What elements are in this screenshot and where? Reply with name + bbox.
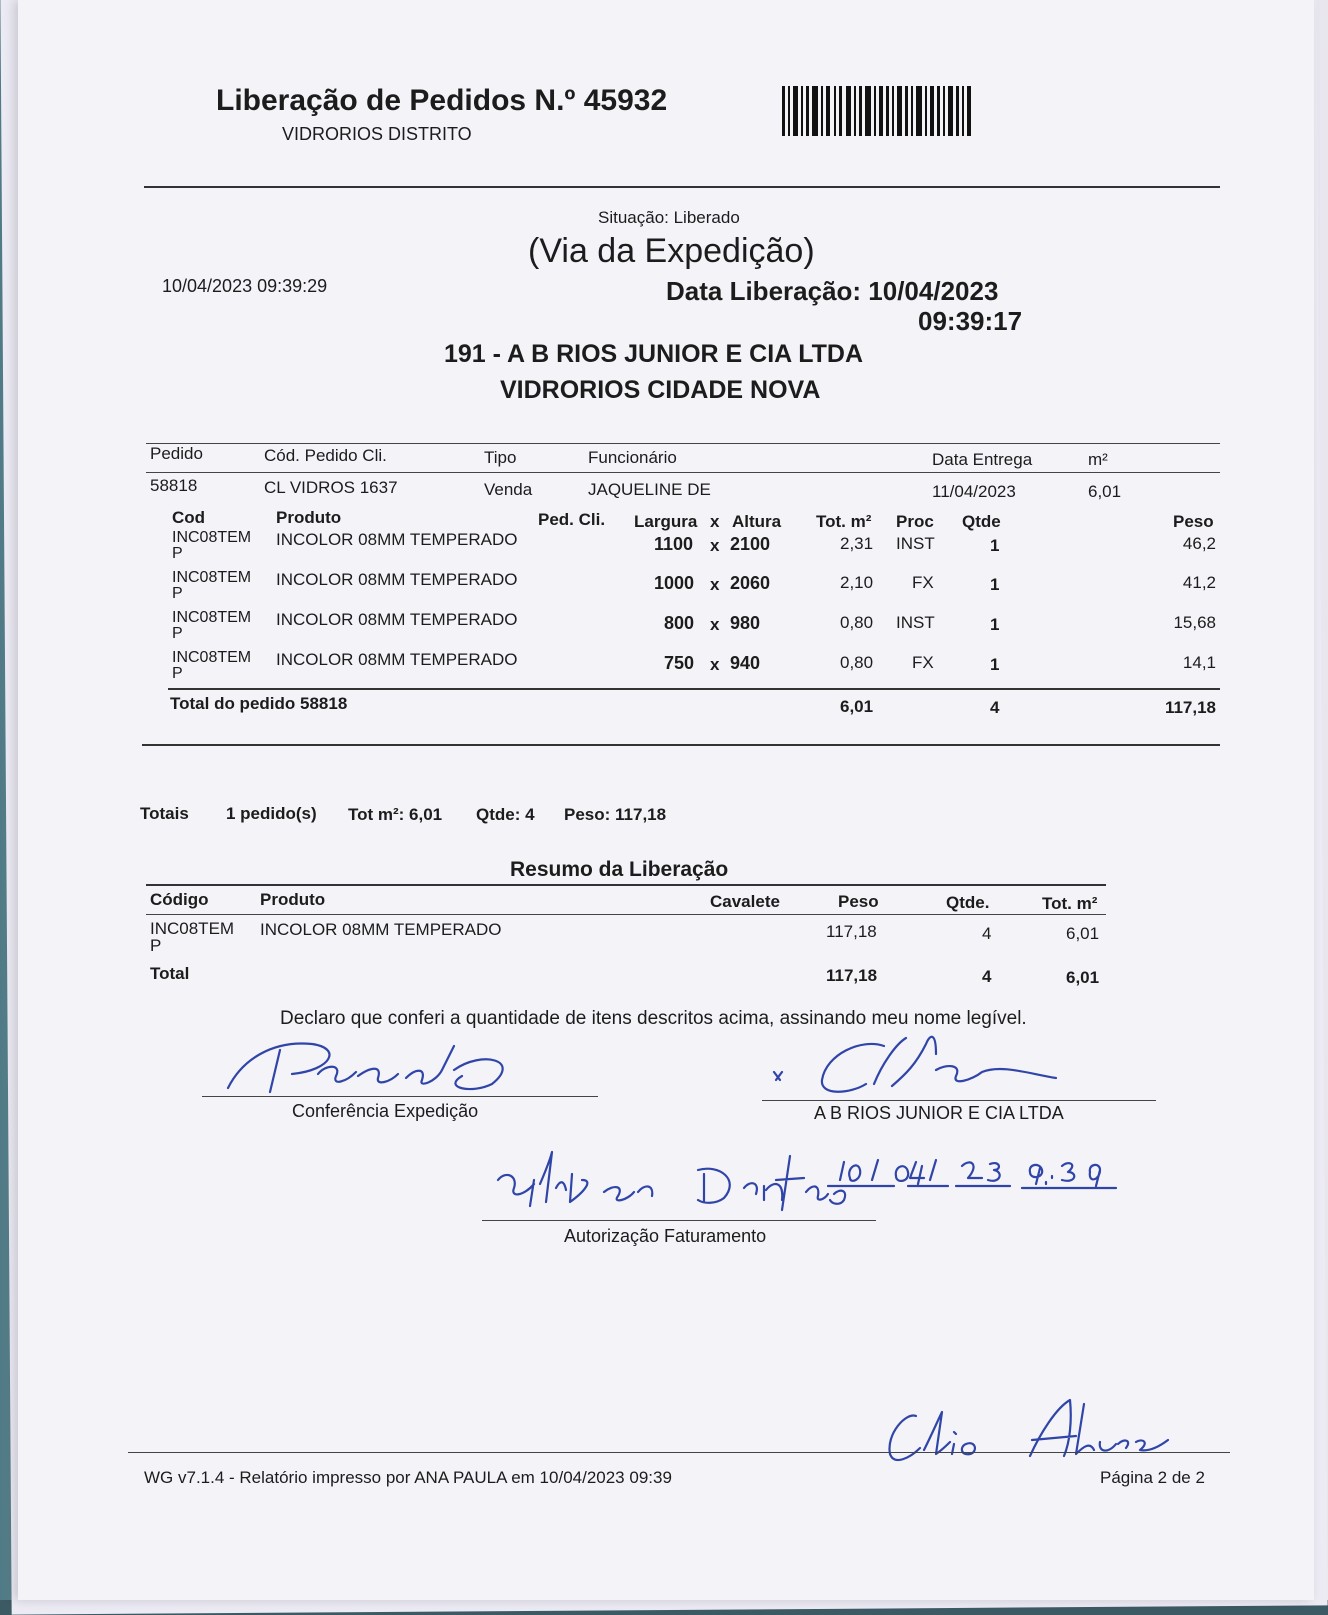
summary-total-m2: 6,01	[1066, 968, 1100, 987]
col-tot-m2: Tot. m²	[816, 512, 872, 531]
divider	[142, 744, 1220, 746]
barcode-icon	[782, 86, 972, 136]
print-timestamp: 10/04/2023 09:39:29	[162, 276, 328, 296]
order-delivery-date: 11/04/2023	[932, 482, 1016, 501]
status-text: Situação: Liberado	[598, 208, 740, 227]
item-proc: FX	[912, 653, 934, 672]
item-qtde: 1	[990, 655, 1000, 674]
item-proc: INST	[896, 613, 935, 632]
order-total-peso: 117,18	[1164, 698, 1216, 717]
item-qtde: 1	[990, 615, 1000, 634]
item-cod: INC08TEM	[172, 649, 252, 666]
signature-client	[766, 1024, 1066, 1104]
signature-label-conferencia: Conferência Expedição	[292, 1101, 479, 1121]
release-time: 09:39:17	[918, 306, 1023, 336]
client-name: 191 - A B RIOS JUNIOR E CIA LTDA	[444, 340, 864, 368]
summary-total-peso: 117,18	[826, 966, 878, 985]
item-altura: 940	[730, 653, 761, 673]
item-largura: 1100	[654, 534, 694, 554]
item-x: x	[710, 575, 720, 594]
summary-cod-cont: P	[150, 936, 162, 955]
col-cod-pedido-cli: Cód. Pedido Cli.	[264, 446, 387, 465]
item-qtde: 1	[990, 536, 1000, 555]
item-cod: INC08TEM	[172, 609, 252, 626]
order-type: Venda	[484, 480, 533, 499]
totals-peso: Peso: 117,18	[564, 805, 667, 824]
order-total-m2: 6,01	[840, 697, 874, 716]
document-title: Liberação de Pedidos N.º 45932	[216, 84, 668, 117]
item-tot-m2: 2,31	[840, 534, 874, 553]
document-page	[18, 0, 1314, 1600]
item-largura: 750	[664, 653, 695, 673]
item-peso: 46,2	[1182, 534, 1216, 553]
summary-col-tot-m2: Tot. m²	[1042, 894, 1098, 913]
item-peso: 15,68	[1173, 613, 1216, 632]
summary-col-qtde: Qtde.	[946, 893, 990, 912]
item-largura: 1000	[654, 573, 695, 593]
item-qtde: 1	[990, 575, 1000, 594]
order-total-label: Total do pedido 58818	[170, 694, 348, 713]
company-name: VIDRORIOS DISTRITO	[282, 124, 472, 144]
divider	[146, 472, 1220, 473]
summary-total-label: Total	[150, 964, 190, 983]
item-cod-cont: P	[172, 625, 183, 642]
handwritten-date	[824, 1150, 1124, 1200]
item-tot-m2: 2,10	[840, 573, 874, 592]
signature-label-client: A B RIOS JUNIOR E CIA LTDA	[814, 1103, 1064, 1123]
col-altura: Altura	[732, 512, 782, 531]
signature-bottom	[880, 1394, 1180, 1474]
summary-qtde: 4	[982, 924, 992, 943]
item-cod-cont: P	[172, 585, 183, 602]
totals-qtde: Qtde: 4	[476, 805, 535, 824]
summary-peso: 117,18	[826, 922, 877, 941]
col-peso: Peso	[1173, 512, 1214, 531]
signature-label-autorizacao: Autorização Faturamento	[564, 1226, 767, 1246]
item-produto: INCOLOR 08MM TEMPERADO	[276, 650, 518, 669]
order-total-qtde: 4	[990, 698, 1000, 717]
col-x: x	[710, 512, 720, 531]
col-m2: m²	[1088, 450, 1108, 469]
summary-title: Resumo da Liberação	[510, 858, 729, 881]
order-client-code: CL VIDROS 1637	[264, 478, 398, 497]
col-tipo: Tipo	[484, 448, 517, 467]
summary-produto: INCOLOR 08MM TEMPERADO	[260, 920, 502, 939]
item-peso: 14,1	[1182, 653, 1216, 672]
signature-line	[762, 1100, 1156, 1101]
totals-orders: 1 pedido(s)	[226, 804, 317, 823]
summary-tot-m2: 6,01	[1066, 924, 1100, 943]
col-produto: Produto	[276, 508, 342, 527]
signature-autorizacao	[494, 1140, 874, 1220]
copy-type: (Via da Expedição)	[528, 232, 815, 270]
footer-print-info: WG v7.1.4 - Relatório impresso por ANA PAULA em 10/04/2023 09:39	[144, 1468, 672, 1487]
totals-label: Totais	[140, 804, 189, 823]
summary-col-peso: Peso	[838, 892, 879, 911]
col-largura: Largura	[634, 512, 698, 531]
totals-m2: Tot m²: 6,01	[348, 805, 443, 824]
order-employee: JAQUELINE DE	[588, 480, 711, 499]
item-produto: INCOLOR 08MM TEMPERADO	[276, 570, 518, 589]
item-largura: 800	[664, 613, 695, 633]
footer-divider	[128, 1452, 1230, 1453]
signature-line	[482, 1220, 876, 1221]
item-tot-m2: 0,80	[840, 653, 874, 672]
item-peso: 41,2	[1182, 573, 1216, 592]
col-proc: Proc	[896, 512, 934, 531]
item-x: x	[710, 536, 720, 555]
divider	[168, 688, 1220, 690]
col-ped-cli: Ped. Cli.	[538, 510, 606, 529]
order-m2: 6,01	[1088, 482, 1122, 501]
item-x: x	[710, 615, 720, 634]
item-altura: 2060	[730, 573, 771, 593]
item-x: x	[710, 655, 720, 674]
summary-total-qtde: 4	[982, 967, 992, 986]
divider	[146, 914, 1106, 915]
divider	[146, 443, 1220, 444]
item-produto: INCOLOR 08MM TEMPERADO	[276, 610, 518, 629]
client-branch: VIDRORIOS CIDADE NOVA	[500, 376, 821, 404]
item-cod-cont: P	[172, 665, 183, 682]
summary-col-codigo: Código	[150, 890, 209, 909]
col-pedido: Pedido	[150, 444, 203, 463]
summary-col-cavalete: Cavalete	[710, 892, 780, 911]
divider	[144, 186, 1220, 188]
order-number: 58818	[150, 476, 198, 495]
col-cod: Cod	[172, 508, 206, 527]
item-tot-m2: 0,80	[840, 613, 874, 632]
release-date: Data Liberação: 10/04/2023	[666, 276, 999, 306]
signature-paula	[222, 1030, 522, 1100]
divider	[146, 884, 1106, 886]
item-proc: FX	[912, 573, 934, 592]
col-data-entrega: Data Entrega	[932, 450, 1033, 469]
summary-col-produto: Produto	[260, 890, 326, 909]
item-cod-cont: P	[172, 545, 183, 562]
item-altura: 2100	[730, 534, 771, 554]
col-funcionario: Funcionário	[588, 448, 677, 467]
item-cod: INC08TEM	[172, 529, 252, 546]
summary-cod: INC08TEM	[150, 919, 235, 938]
item-produto: INCOLOR 08MM TEMPERADO	[276, 530, 518, 549]
item-cod: INC08TEM	[172, 569, 252, 586]
item-proc: INST	[896, 534, 935, 553]
item-altura: 980	[730, 613, 761, 633]
col-qtde: Qtde	[962, 512, 1001, 531]
signature-line	[202, 1096, 598, 1097]
declaration-text: Declaro que conferi a quantidade de itens descritos acima, assinando meu nome legível.	[280, 1008, 1027, 1029]
page-number: Página 2 de 2	[1100, 1468, 1205, 1487]
